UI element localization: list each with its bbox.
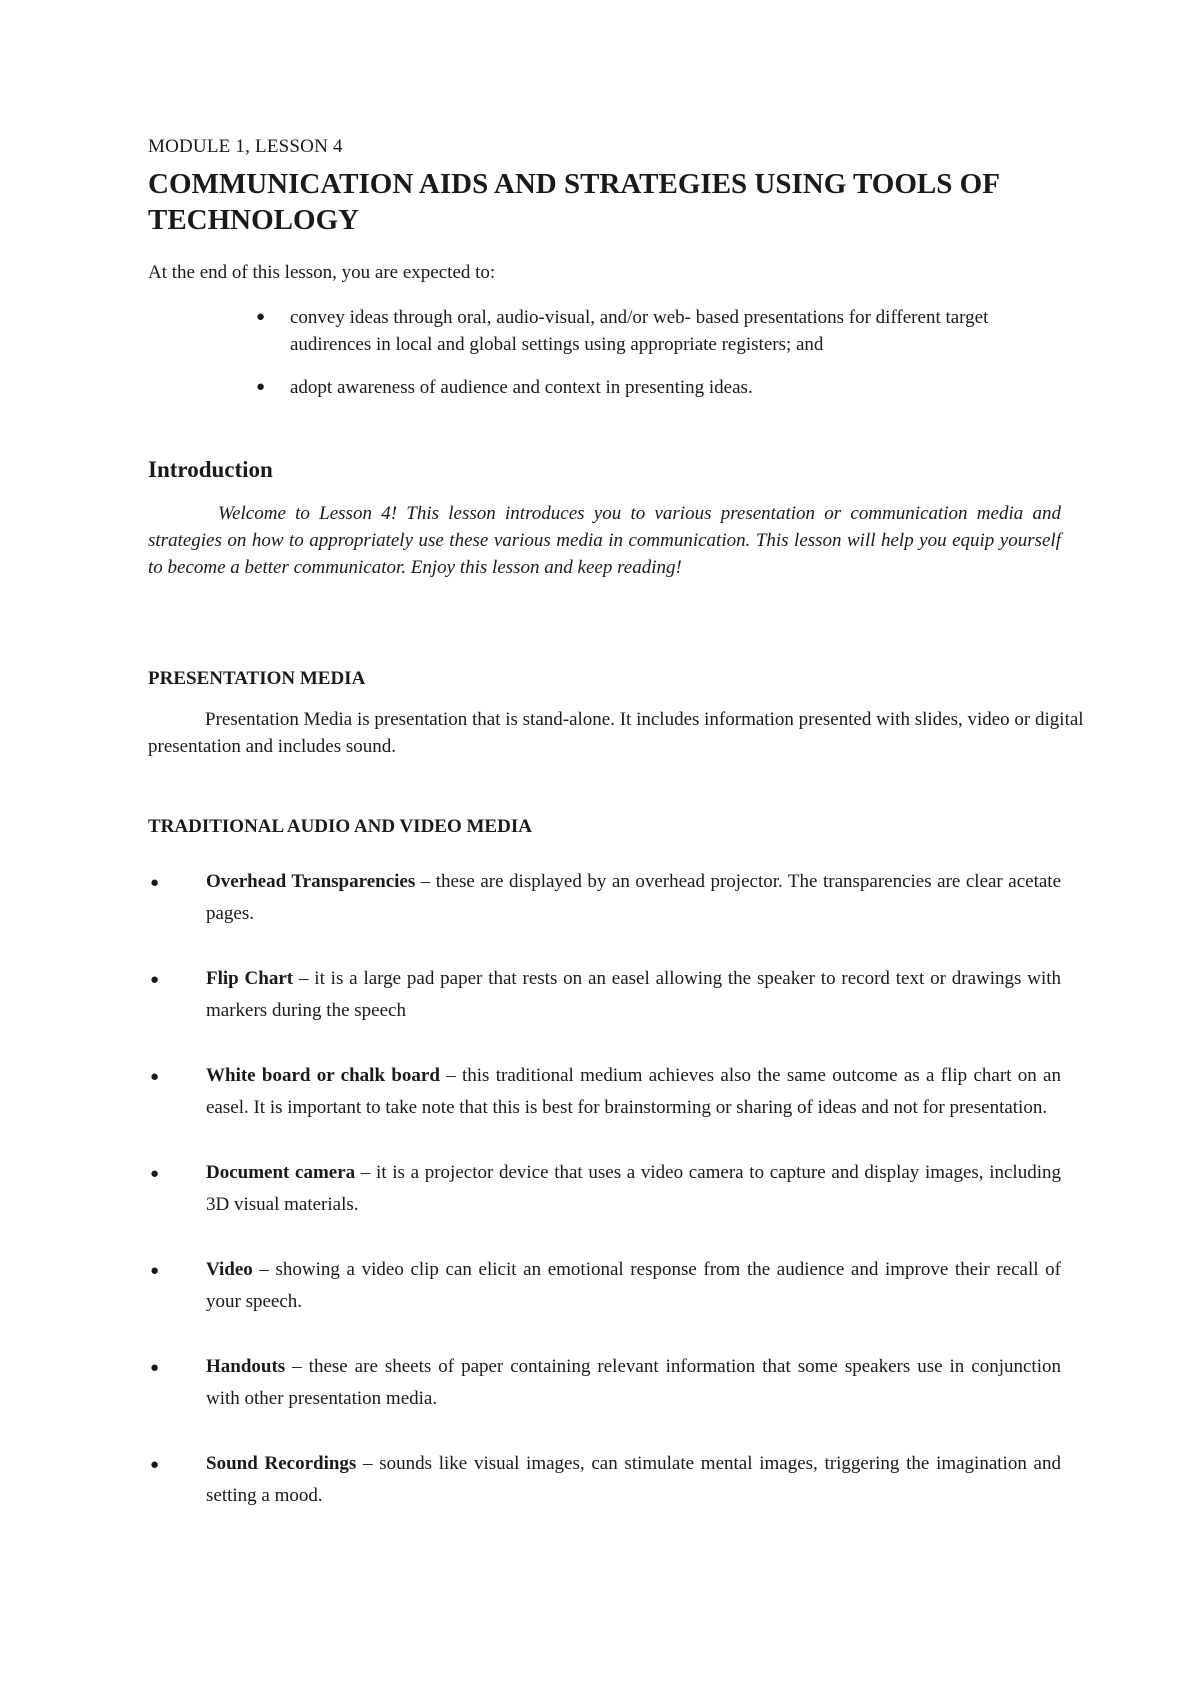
bullet-icon: ● — [256, 309, 266, 325]
presentation-media-paragraph: Presentation Media is presentation that is stand-alone. It includes information presented with slides, video or digital presentation and includes sound. — [148, 709, 1084, 757]
bullet-icon: ● — [256, 379, 266, 395]
term: White board or chalk board — [206, 1065, 440, 1086]
list-item — [148, 866, 1061, 930]
bullet-icon: ● — [150, 1457, 160, 1473]
lesson-title: COMMUNICATION AIDS AND STRATEGIES USING TOOLS OF TECHNOLOGY — [148, 168, 999, 236]
term-description: – these are sheets of paper containing relevant information that some speakers use in conjunction with other presentation media. — [206, 1356, 1061, 1409]
objectives-lead: At the end of this lesson, you are expected to: — [148, 262, 496, 283]
term: Video — [206, 1259, 253, 1280]
objective-item — [256, 304, 1056, 358]
presentation-media-heading: PRESENTATION MEDIA — [148, 668, 366, 689]
bullet-icon: ● — [150, 1263, 160, 1279]
traditional-media-list — [148, 866, 1061, 1545]
term: Document camera — [206, 1162, 356, 1183]
term: Flip Chart — [206, 968, 294, 989]
list-item — [148, 1254, 1061, 1318]
list-item — [148, 1351, 1061, 1415]
list-item — [148, 1060, 1061, 1124]
module-label: MODULE 1, LESSON 4 — [148, 136, 343, 157]
term-description: – it is a large pad paper that rests on an easel allowing the speaker to record text or drawings with markers during the speech — [206, 968, 1062, 1021]
list-item — [148, 963, 1061, 1027]
list-item — [148, 1448, 1061, 1512]
term: Handouts — [206, 1356, 286, 1377]
objective-item — [256, 374, 1056, 401]
term-description: – it is a projector device that uses a video camera to capture and display images, including 3D visual materials. — [206, 1162, 1061, 1215]
bullet-icon: ● — [150, 1360, 160, 1376]
term-description: – sounds like visual images, can stimulate mental images, triggering the imagination and setting a mood. — [206, 1453, 1061, 1506]
bullet-icon: ● — [150, 875, 160, 891]
introduction-heading: Introduction — [148, 457, 273, 482]
bullet-icon: ● — [150, 1069, 160, 1085]
objectives-list — [256, 304, 1056, 401]
introduction-paragraph: Welcome to Lesson 4! This lesson introduces you to various presentation or communication media and strategies on how to appropriately use these various media in communication. This lesson will help you equip yourself to become a better communicator. Enjoy this lesson and keep reading! — [148, 503, 1061, 578]
objective-text: adopt awareness of audience and context in presenting ideas. — [290, 377, 753, 398]
term-description: – showing a video clip can elicit an emotional response from the audience and improve their recall of your speech. — [206, 1259, 1061, 1312]
list-item — [148, 1157, 1061, 1221]
objective-text: convey ideas through oral, audio-visual, and/or web- based presentations for different target audirences in local and global settings using appropriate registers; and — [290, 307, 989, 355]
term-description: – these are displayed by an overhead projector. The transparencies are clear acetate pages. — [206, 871, 1061, 924]
traditional-media-heading: TRADITIONAL AUDIO AND VIDEO MEDIA — [148, 816, 532, 837]
bullet-icon: ● — [150, 1166, 160, 1182]
bullet-icon: ● — [150, 972, 160, 988]
term-description: – this traditional medium achieves also the same outcome as a flip chart on an easel. It is important to take note that this is best for brainstorming or sharing of ideas and not for presentation. — [206, 1065, 1061, 1118]
term: Sound Recordings — [206, 1453, 357, 1474]
term: Overhead Transparencies — [206, 871, 416, 892]
